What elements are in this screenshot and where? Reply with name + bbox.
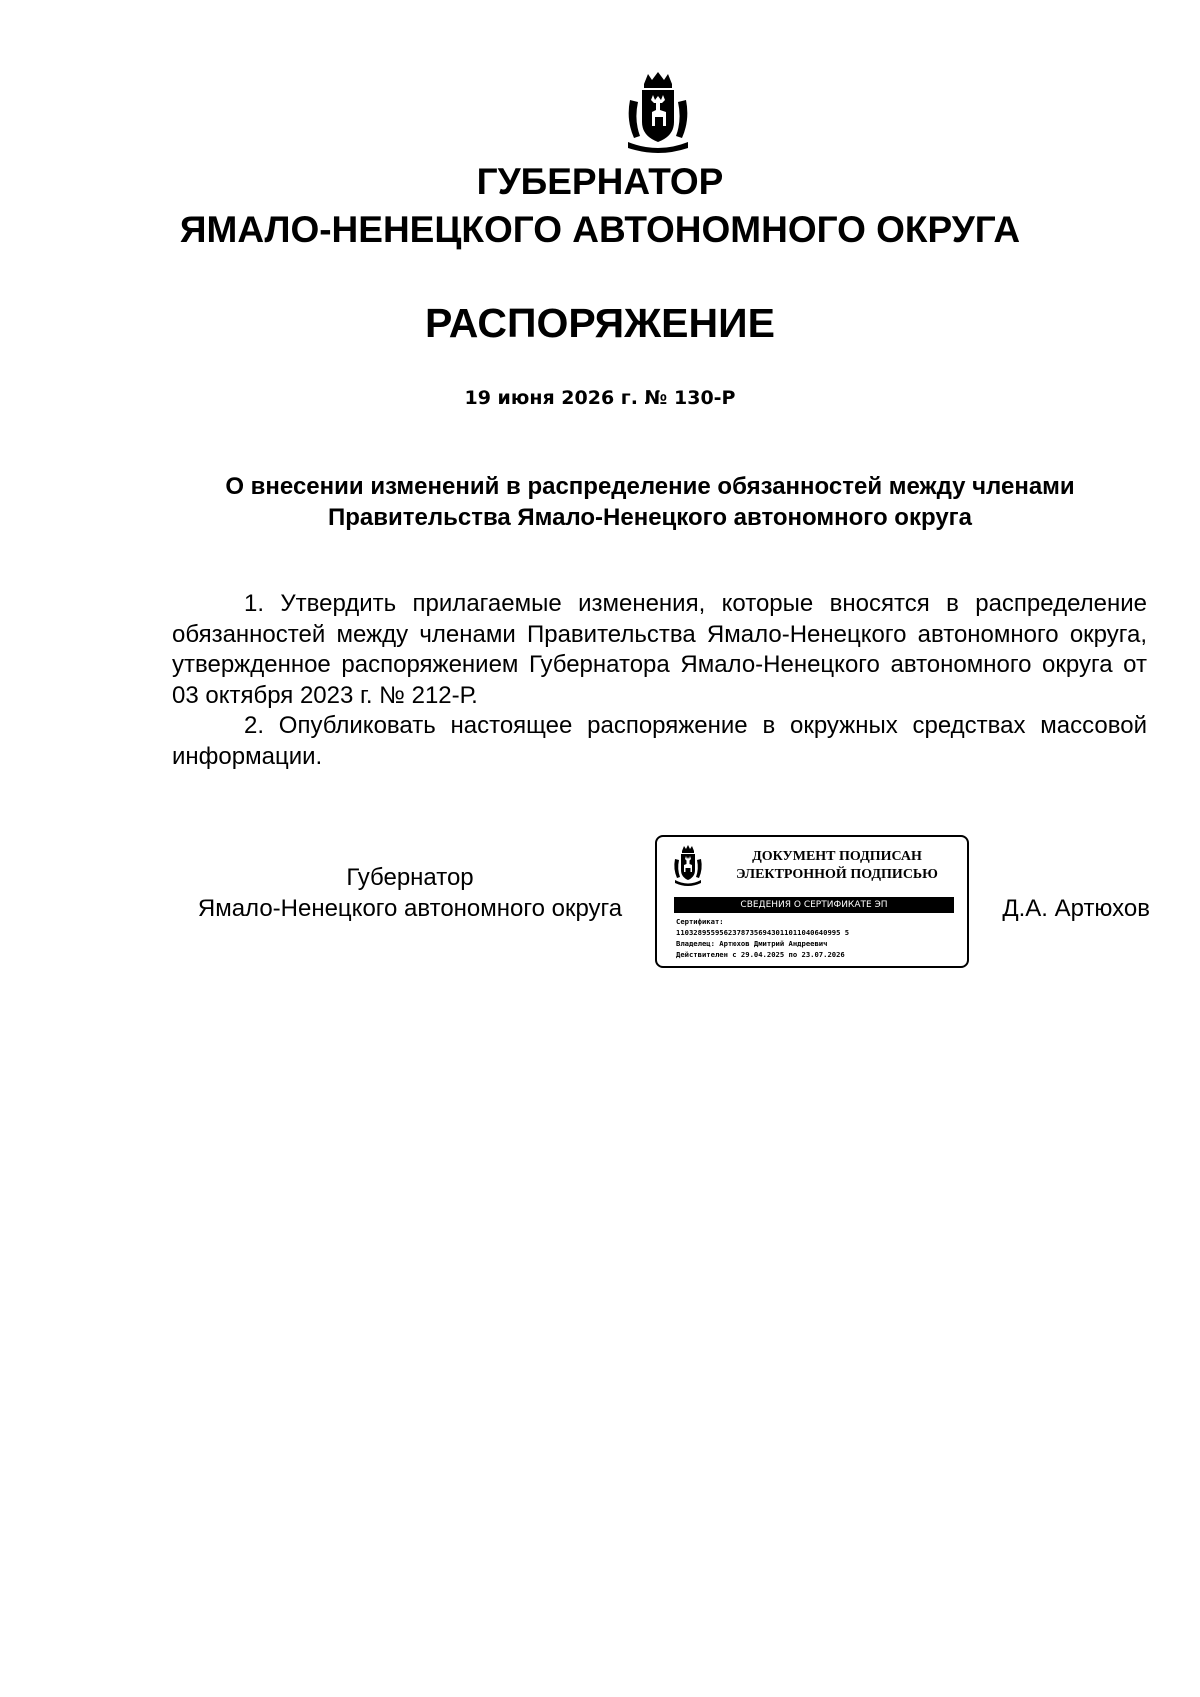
stamp-certificate-info [676, 916, 966, 960]
document-subject [180, 471, 1120, 533]
region-title: ЯМАЛО-НЕНЕЦКОГО АВТОНОМНОГО ОКРУГА [179, 209, 1021, 250]
stamp-title-line-2: ЭЛЕКТРОННОЙ ПОДПИСЬЮ [736, 867, 938, 882]
yamal-coat-of-arms-small-icon [673, 845, 703, 887]
body-paragraph-1: 1. Утвердить прилагаемые изменения, которые вносятся в распределение обязанностей между членами Правительства Ямало-Ненецкого автономного округа, утвержденное распоряжением Губернатора Ямало-Ненецкого автономного округа от 03 октября 2023 г. № 212-Р. [172, 590, 1147, 709]
certificate-validity: Действителен с 29.04.2025 по 23.07.2026 [676, 950, 845, 959]
document-body [172, 589, 1147, 772]
signatory-position [160, 862, 660, 924]
certificate-number: 11032895595623787356943011011040640995 5 [676, 928, 850, 937]
stamp-certificate-bar: СВЕДЕНИЯ О СЕРТИФИКАТЕ ЭП [674, 897, 954, 913]
subject-line-2: Правительства Ямало-Ненецкого автономного округа [327, 504, 973, 531]
signatory-position-line-1: Губернатор [346, 864, 474, 891]
stamp-title [712, 848, 962, 884]
subject-line-1: О внесении изменений в распределение обязанностей между членами [225, 473, 1075, 500]
certificate-owner: Владелец: Артюхов Дмитрий Андреевич [676, 939, 828, 948]
body-paragraph-2: 2. Опубликовать настоящее распоряжение в окружных средствах массовой информации. [172, 712, 1147, 770]
stamp-emblem [673, 845, 703, 887]
electronic-signature-stamp [655, 835, 969, 968]
stamp-title-line-1: ДОКУМЕНТ ПОДПИСАН [752, 849, 922, 864]
signatory-name: Д.А. Артюхов [1002, 895, 1150, 922]
yamal-coat-of-arms-icon [622, 70, 694, 154]
certificate-label: Сертификат: [676, 917, 724, 926]
document-date-number: 19 июня 2026 г. № 130-Р [464, 387, 736, 409]
signatory-position-line-2: Ямало-Ненецкого автономного округа [197, 895, 623, 922]
governor-title: ГУБЕРНАТОР [476, 161, 724, 202]
coat-of-arms-emblem [622, 70, 694, 154]
document-type-heading: РАСПОРЯЖЕНИЕ [425, 300, 775, 346]
